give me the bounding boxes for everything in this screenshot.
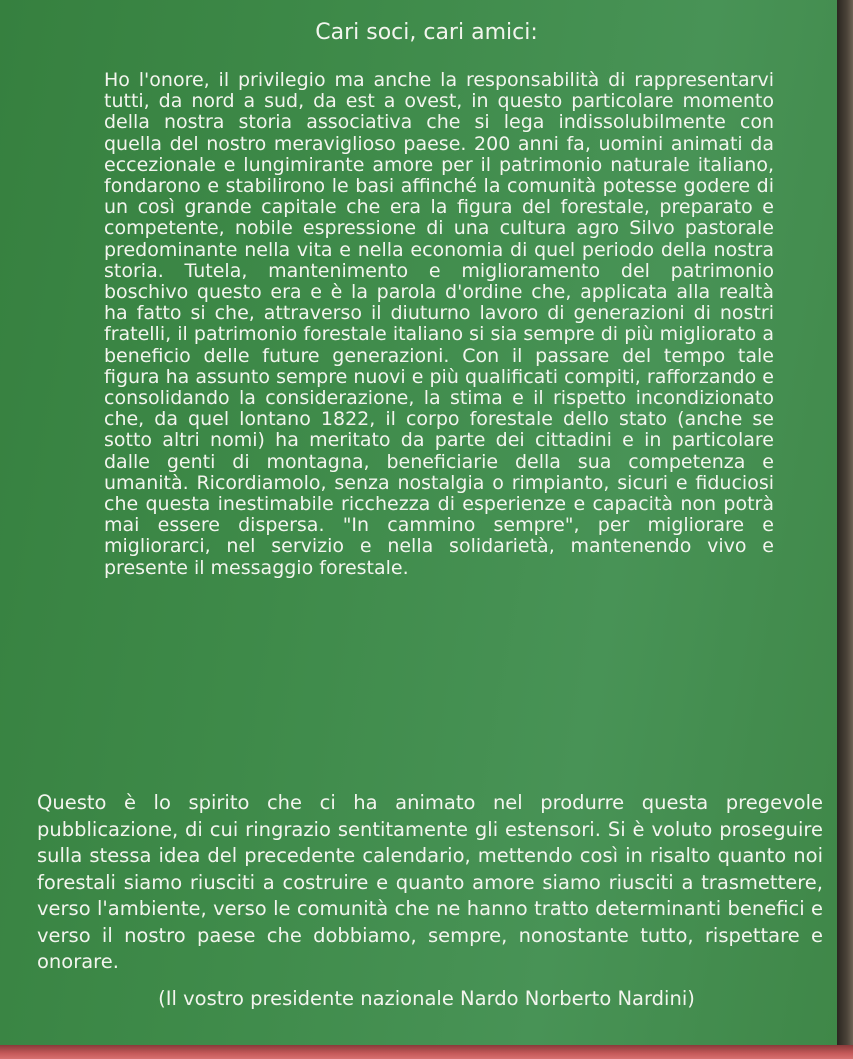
letter-paragraph-1: Ho l'onore, il privilegio ma anche la responsabilità di rappresentarvi tutti, da nord a sud, da est a ovest, in questo particolare momento della nostra storia associativa che si lega indissolubilmente con quella del nostro meraviglioso paese. 200 anni fa, uomini animati da eccezionale e lungimirante amore per il patrimonio naturale italiano, fondarono e stabilirono le basi affinché la comunità potesse godere di un così grande capitale che era la figura del forestale, preparato e competente, nobile espressione di una cultura agro Silvo pastorale predominante nella vita e nella economia di quel periodo della nostra storia. Tutela, mantenimento e miglioramento del patrimonio boschivo questo era e è la parola d'ordine che, applicata alla realtà ha fatto si che, attraverso il diuturno lavoro di generazioni di nostri fratelli, il patrimonio forestale italiano si sia sempre di più migliorato a beneficio delle future generazioni. Con il passare del tempo tale figura ha assunto sempre nuovi e più qualificati compiti, rafforzando e consolidando la considerazione, la stima e il rispetto incondizionato che, da quel lontano 1822, il corpo forestale dello stato (anche se sotto altri nomi) ha meritato da parte dei cittadini e in particolare dalle genti di montagna, beneficiarie della sua competenza e umanità. Ricordiamolo, senza nostalgia o rimpianto, sicuri e fiduciosi che questa inestimabile ricchezza di esperienze e capacità non potrà mai essere dispersa. "In cammino sempre", per migliorare e migliorarci, nel servizio e nella solidarietà, mantenendo vivo e presente il messaggio forestale.	[104, 69, 774, 579]
page-edge-bottom	[0, 1045, 853, 1059]
letter-paragraph-2: Questo è lo spirito che ci ha animato nel produrre questa pregevole pubblicazione, di cui ringrazio sentitamente gli estensori. Si è voluto proseguire sulla stessa idea del precedente calendario, mettendo così in risalto quanto noi forestali siamo riusciti a costruire e quanto amore siamo riusciti a trasmettere, verso l'ambiente, verso le comunità che ne hanno tratto determinanti benefici e verso il nostro paese che dobbiamo, sempre, nonostante tutto, rispettare e onorare.	[37, 791, 823, 973]
page-edge-right	[837, 0, 853, 1059]
letter-greeting: Cari soci, cari amici:	[315, 20, 538, 45]
letter-signature: (Il vostro presidente nazionale Nardo Norberto Nardini)	[158, 987, 695, 1010]
